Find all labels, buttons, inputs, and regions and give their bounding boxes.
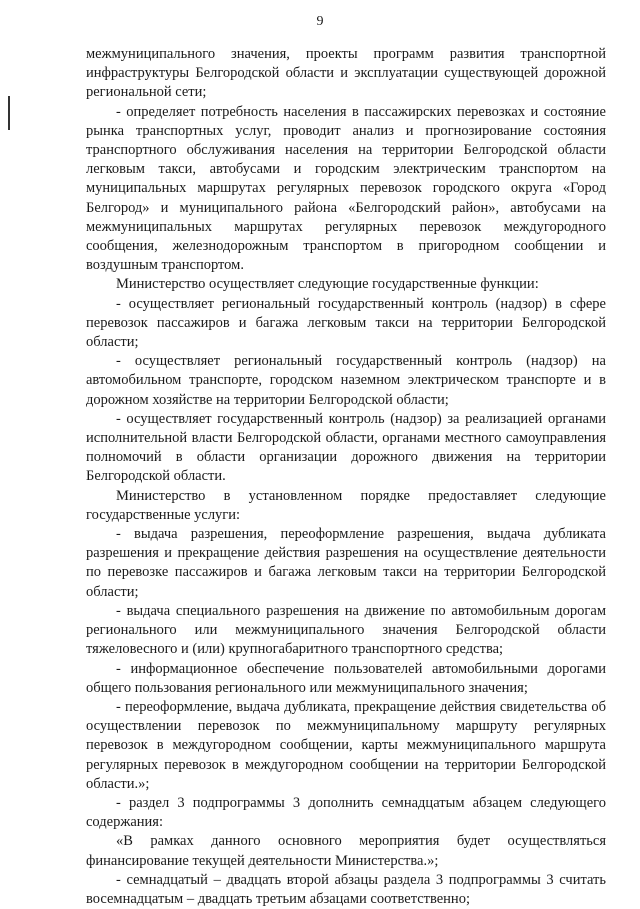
paragraph: - осуществляет региональный государственный контроль (надзор) в сфере перевозок пассажиров и багажа легковым такси на территории Белгородской области; — [86, 295, 606, 351]
paragraph: «В рамках данного основного мероприятия будет осуществляться финансирование текущей деятельности Министерства.»; — [86, 833, 606, 869]
paragraph: Министерство в установленном порядке предоставляет следующие государственные услуги: — [86, 487, 606, 523]
paragraph: - осуществляет региональный государственный контроль (надзор) на автомобильном транспорте, городском наземном электрическом транспорте и в дорожном хозяйстве на территории Белгородской области; — [86, 353, 606, 408]
page-number: 9 — [316, 14, 324, 29]
paragraph: - семнадцатый – двадцать второй абзацы раздела 3 подпрограммы 3 считать восемнадцатым – двадцать третьим абзацами соответственно; — [86, 871, 606, 907]
margin-mark — [8, 96, 10, 130]
document-body — [86, 45, 606, 909]
paragraph: - переоформление, выдача дубликата, прекращение действия свидетельства об осуществлении перевозок по межмуниципальному маршруту регулярных перевозок в междугородном сообщении, карты межмуниципального маршрута регулярных перевозок в междугородном сообщении на территории Белгородской области.»; — [86, 698, 606, 792]
paragraph: - выдача разрешения, переоформление разрешения, выдача дубликата разрешения и прекращение действия разрешения на осуществление деятельности по перевозке пассажиров и багажа легковым такси на территории Белгородской области; — [86, 526, 606, 600]
paragraph: - определяет потребность населения в пассажирских перевозках и состояние рынка транспортных услуг, проводит анализ и прогнозирование состояния транспортного обслуживания населения на территории Белгородской области легковым такси, автобусами и городским электрическим транспортом на муниципальных маршрутах регулярных перевозок городского округа «Город Белгород» и муниципального района «Белгородский район», автобусами на межмуниципальных маршрутах регулярных перевозок междугородного сообщения, железнодорожным транспортом в пригородном сообщении и воздушным транспортом. — [86, 103, 606, 274]
paragraph: - раздел 3 подпрограммы 3 дополнить семнадцатым абзацем следующего содержания: — [86, 794, 606, 831]
paragraph: - информационное обеспечение пользователей автомобильными дорогами общего пользования регионального или межмуниципального значения; — [86, 660, 606, 696]
paragraph: межмуниципального значения, проекты программ развития транспортной инфраструктуры Белгородской области и эксплуатации существующей дорожной региональной сети; — [86, 46, 606, 101]
paragraph: - выдача специального разрешения на движение по автомобильным дорогам регионального или межмуниципального значения Белгородской области тяжеловесного и (или) крупногабаритного транспортного средства; — [86, 602, 606, 658]
paragraph: Министерство осуществляет следующие государственные функции: — [116, 276, 539, 293]
paragraph: - осуществляет государственный контроль (надзор) за реализацией органами исполнительной власти Белгородской области, органами местного самоуправления полномочий в области организации дорожного движения на территории Белгородской области. — [86, 410, 606, 485]
